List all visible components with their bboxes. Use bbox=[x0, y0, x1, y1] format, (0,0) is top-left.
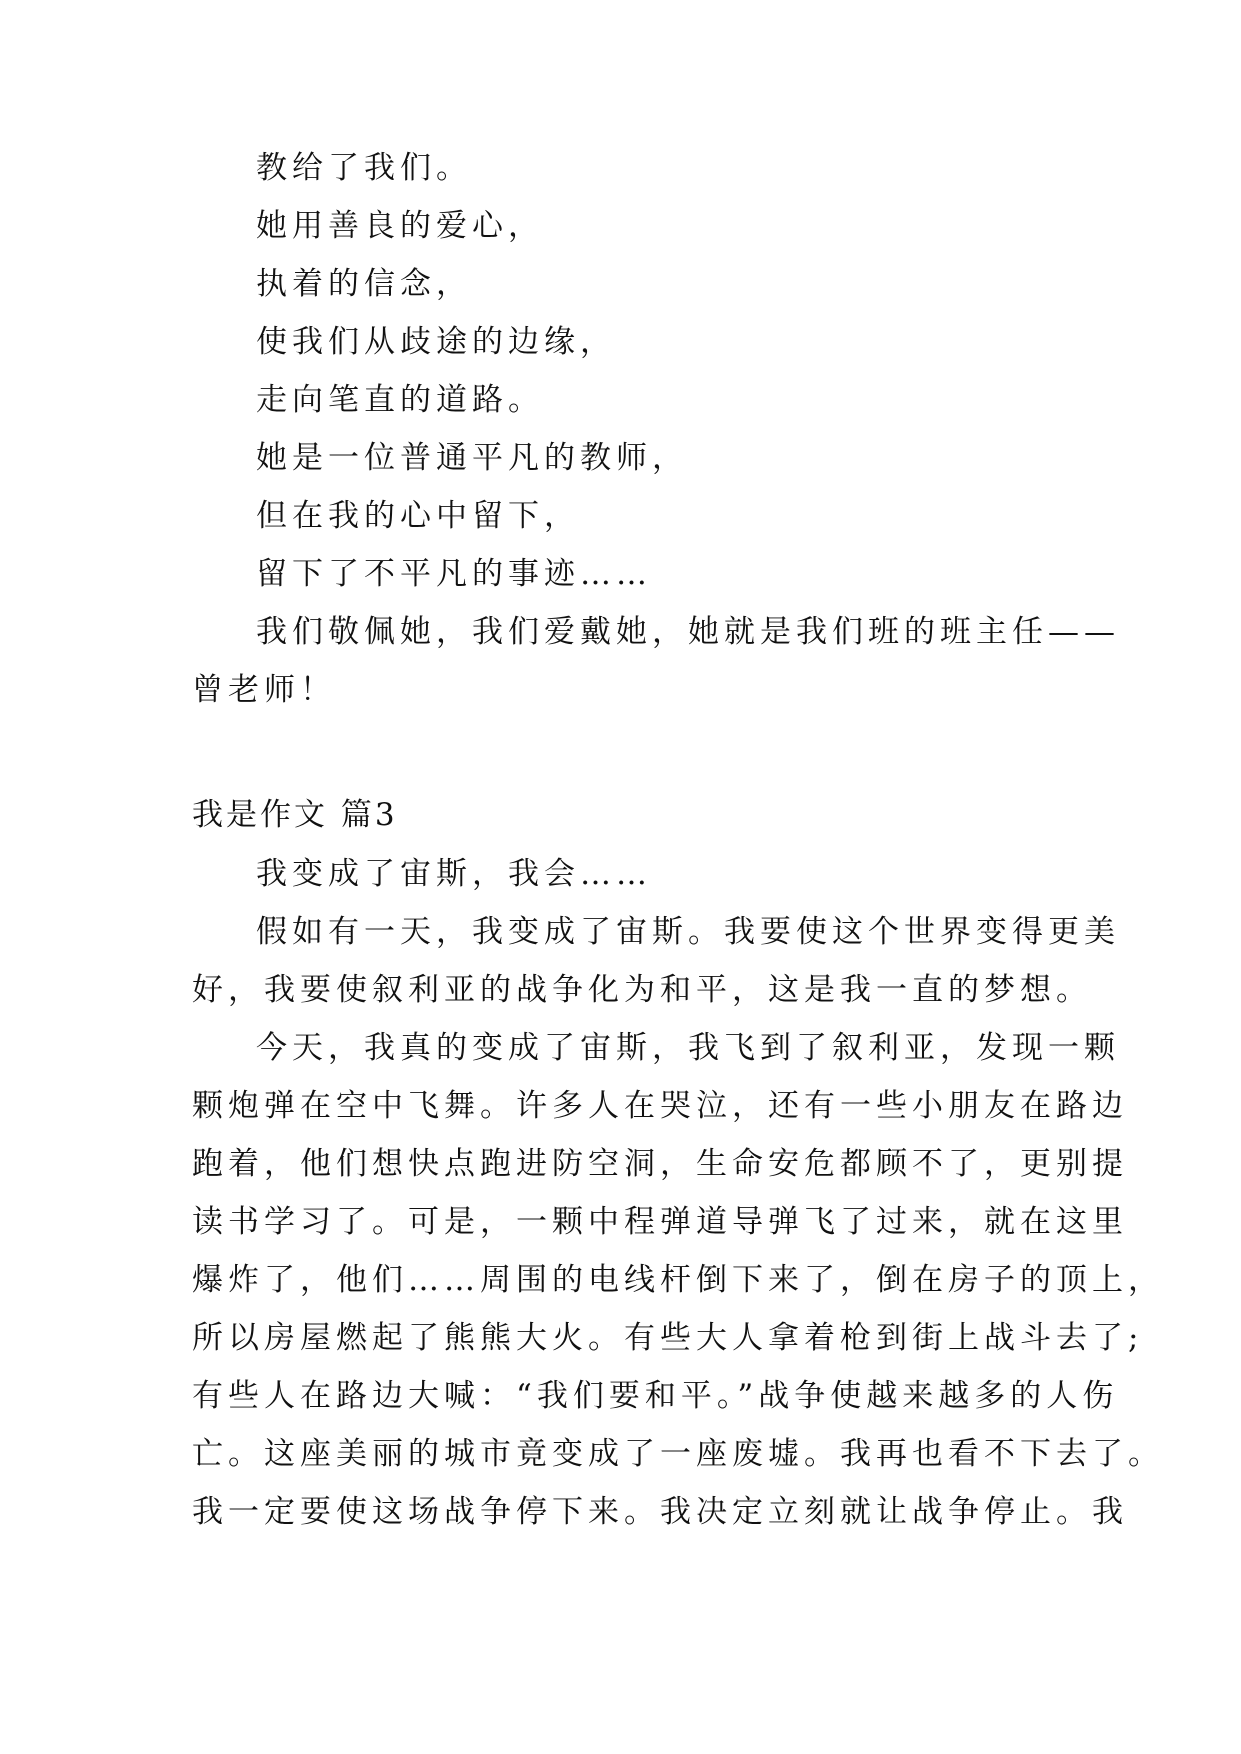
essay-paragraph-2-line-6: 所以房屋燃起了熊熊大火。有些大人拿着枪到街上战斗去了; bbox=[192, 1320, 1144, 1356]
essay-paragraph-1-line-2: 好，我要使叙利亚的战争化为和平，这是我一直的梦想。 bbox=[192, 972, 1092, 1008]
poem-line-1: 教给了我们。 bbox=[256, 150, 472, 186]
essay-paragraph-2-line-9: 我一定要使这场战争停下来。我决定立刻就让战争停止。我 bbox=[192, 1494, 1128, 1530]
essay-intro-line: 我变成了宙斯，我会…… bbox=[256, 856, 652, 892]
poem-line-2: 她用善良的爱心， bbox=[256, 208, 544, 244]
poem-line-5: 走向笔直的道路。 bbox=[256, 382, 544, 418]
closing-paragraph-line-1: 我们敬佩她，我们爱戴她，她就是我们班的班主任—— bbox=[256, 614, 1120, 650]
essay-paragraph-1-line-1: 假如有一天，我变成了宙斯。我要使这个世界变得更美 bbox=[256, 914, 1120, 950]
essay-paragraph-2-line-5: 爆炸了，他们……周围的电线杆倒下来了，倒在房子的顶上， bbox=[192, 1262, 1164, 1298]
poem-line-3: 执着的信念， bbox=[256, 266, 472, 302]
essay-paragraph-2-line-4: 读书学习了。可是，一颗中程弹道导弹飞了过来，就在这里 bbox=[192, 1204, 1128, 1240]
essay-paragraph-2-line-7: 有些人在路边大喊：“我们要和平。”战争使越来越多的人伤 bbox=[192, 1378, 1119, 1414]
essay-paragraph-2-line-1: 今天，我真的变成了宙斯，我飞到了叙利亚，发现一颗 bbox=[256, 1030, 1120, 1066]
essay-paragraph-2-line-3: 跑着，他们想快点跑进防空洞，生命安危都顾不了，更别提 bbox=[192, 1146, 1128, 1182]
essay-paragraph-2-line-8: 亡。这座美丽的城市竟变成了一座废墟。我再也看不下去了。 bbox=[192, 1436, 1164, 1472]
poem-line-6: 她是一位普通平凡的教师， bbox=[256, 440, 688, 476]
section-heading: 我是作文 篇3 bbox=[192, 797, 398, 833]
poem-line-8: 留下了不平凡的事迹…… bbox=[256, 556, 652, 592]
poem-line-7: 但在我的心中留下， bbox=[256, 498, 580, 534]
essay-paragraph-2-line-2: 颗炮弹在空中飞舞。许多人在哭泣，还有一些小朋友在路边 bbox=[192, 1088, 1128, 1124]
poem-line-4: 使我们从歧途的边缘， bbox=[256, 324, 616, 360]
closing-paragraph-line-2: 曾老师！ bbox=[192, 672, 336, 708]
